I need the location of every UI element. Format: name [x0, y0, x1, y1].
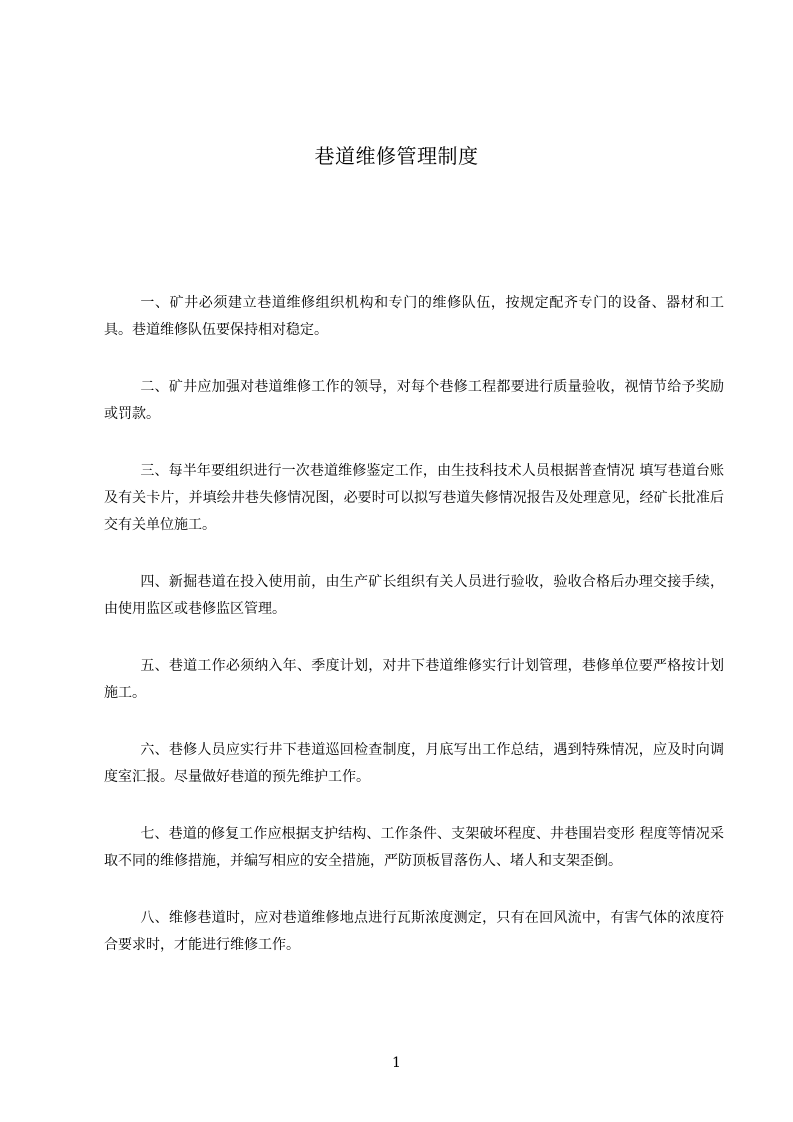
paragraph-1: 一、矿井必须建立巷道维修组织机构和专门的维修队伍，按规定配齐专门的设备、器材和工具。巷道维修队伍要保持相对稳定。 — [104, 295, 724, 338]
paragraph-4: 四、新掘巷道在投入使用前，由生产矿长组织有关人员进行验收，验收合格后办理交接手续，由使用监区或巷修监区管理。 — [104, 574, 724, 617]
paragraph-3: 三、每半年要组织进行一次巷道维修鉴定工作，由生技科技术人员根据普查情况 填写巷道台账 及有关卡片，并填绘井巷失修情况图，必要时可以拟写巷道失修情况报告及处理意见，经矿长批准后交有关单位施工。 — [104, 463, 724, 533]
paragraph-7: 七、巷道的修复工作应根据支护结构、工作条件、支架破坏程度、井巷围岩变形 程度等情况采取不同的维修措施，并编写相应的安全措施，严防顶板冒落伤人、堵人和支架歪倒。 — [104, 826, 724, 869]
paragraph-5: 五、巷道工作必须纳入年、季度计划，对井下巷道维修实行计划管理，巷修单位要严格按计划施工。 — [104, 658, 724, 701]
page-number: 1 — [392, 1055, 401, 1071]
document-body — [104, 290, 724, 989]
paragraph-2: 二、矿井应加强对巷道维修工作的领导，对每个巷修工程都要进行质量验收，视情节给予奖励或罚款。 — [104, 379, 724, 422]
paragraph-6: 六、巷修人员应实行井下巷道巡回检查制度，月底写出工作总结，遇到特殊情况，应及时向调度室汇报。尽量做好巷道的预先维护工作。 — [104, 742, 724, 785]
paragraph-8: 八、维修巷道时，应对巷道维修地点进行瓦斯浓度测定，只有在回风流中，有害气体的浓度符合要求时，才能进行维修工作。 — [104, 910, 724, 953]
document-title: 巷道维修管理制度 — [314, 144, 479, 168]
